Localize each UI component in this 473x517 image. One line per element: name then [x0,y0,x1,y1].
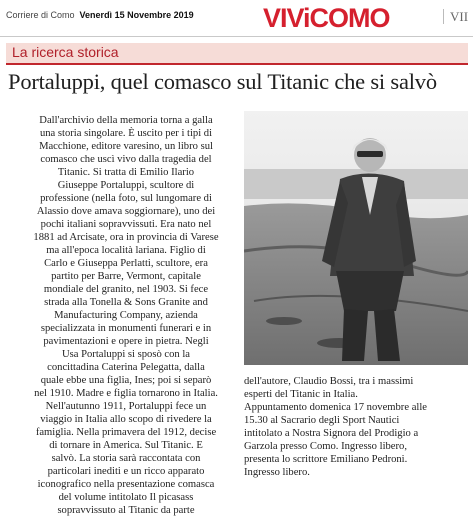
body-line: professione (nella foto, sul lungomare di [40,193,212,204]
body-line: iconografico nella presentazione comasca [37,479,215,490]
body-line: ma all'epoca località lariana. Figlio di [46,245,206,256]
top-divider [0,36,473,37]
body-line: particolari inediti e un ricco apparato [47,466,205,477]
body-line: Alassio dove amava soggiornare), uno dei [36,206,216,217]
article-column-2 [244,375,469,479]
body-line: del volume intitolato Il picasass [58,492,194,503]
body-line: Macchione, editore varesino, un libro sul [39,141,213,152]
newspaper-dateline [6,10,194,20]
body-line: viaggio in Italia allo scopo di rivedere la [40,414,212,425]
article-headline: Portaluppi, quel comasco sul Titanic che si salvò [8,69,437,94]
body-line: pavimentazioni e opere in pietra. Negli [43,336,209,347]
body-line: specializzata in monumenti funerari e in [40,323,212,334]
body-line: pochi italiani sopravvissuti. Era nato nel [40,219,212,230]
body-line: Manufacturing Company, azienda [54,310,198,321]
body-line: Appuntamento domenica 17 novembre alle [244,402,427,413]
body-line: Titanic. Si tratta di Emilio Ilario [57,167,195,178]
brand-logo-mark: i [303,3,310,33]
body-line: Ingresso libero. [244,467,310,478]
body-line: intitolato a Nostra Signora del Prodigio a [244,428,419,439]
body-line: quale ebbe una figlia, Ines; poi si separò [40,375,212,386]
body-line: Usa Portaluppi si sposò con la [62,349,190,360]
body-line: dell'autore, Claudio Bossi, tra i massimi [244,376,414,387]
body-line: comasco che uscì vivo dalla tragedia del [40,154,212,165]
body-line: mondiale del granito, nel 1903. Si fece [43,284,209,295]
article-photo [244,111,468,365]
body-line: strada alla Tonella & Sons Granite and [44,297,208,308]
body-line: salvò. La storia sarà raccontata con [51,453,201,464]
issue-date: Venerdì 15 Novembre 2019 [79,10,194,20]
masthead [0,0,473,34]
body-line: una storia singolare. È uscito per i tipi di [39,128,213,139]
body-line: Giuseppe Portaluppi, scultore di [57,180,195,191]
body-line: partito per Barre, Vermont, capitale [51,271,201,282]
body-line: concittadina Caterina Pelegatta, dalla [47,362,205,373]
body-line: sopravvissuto al Titanic da parte [57,505,195,516]
body-line: famiglia. Nella primavera del 1912, decise [35,427,217,438]
newspaper-name: Corriere di Como [6,10,75,20]
body-line: Nell'autunno 1911, Portaluppi fece un [45,401,207,412]
body-line: di tornare in America. Sul Titanic. E [49,440,203,451]
article-column-1 [10,114,242,517]
page-number: VII [443,9,468,24]
body-line: esperti del Titanic in Italia. [244,389,358,400]
body-line: nel 1910. Madre e figlia tornarono in Italia. [34,388,218,399]
body-line: 15.30 al Sacrario degli Sport Nautici [244,415,400,426]
body-line: 1881 ad Arcisate, ora in provincia di Varese [33,232,219,243]
section-label: La ricerca storica [12,44,119,60]
body-line: Carlo e Giuseppa Perlatti, scultore, era [44,258,208,269]
body-line: Garzola presso Como. Ingresso libero, [244,441,407,452]
body-line: Dall'archivio della memoria torna a galla [39,115,213,126]
body-line: presenta lo scrittore Emiliano Pedroni. [244,454,408,465]
section-header [6,43,468,65]
brand-logo: VIViCOMO [263,3,390,33]
